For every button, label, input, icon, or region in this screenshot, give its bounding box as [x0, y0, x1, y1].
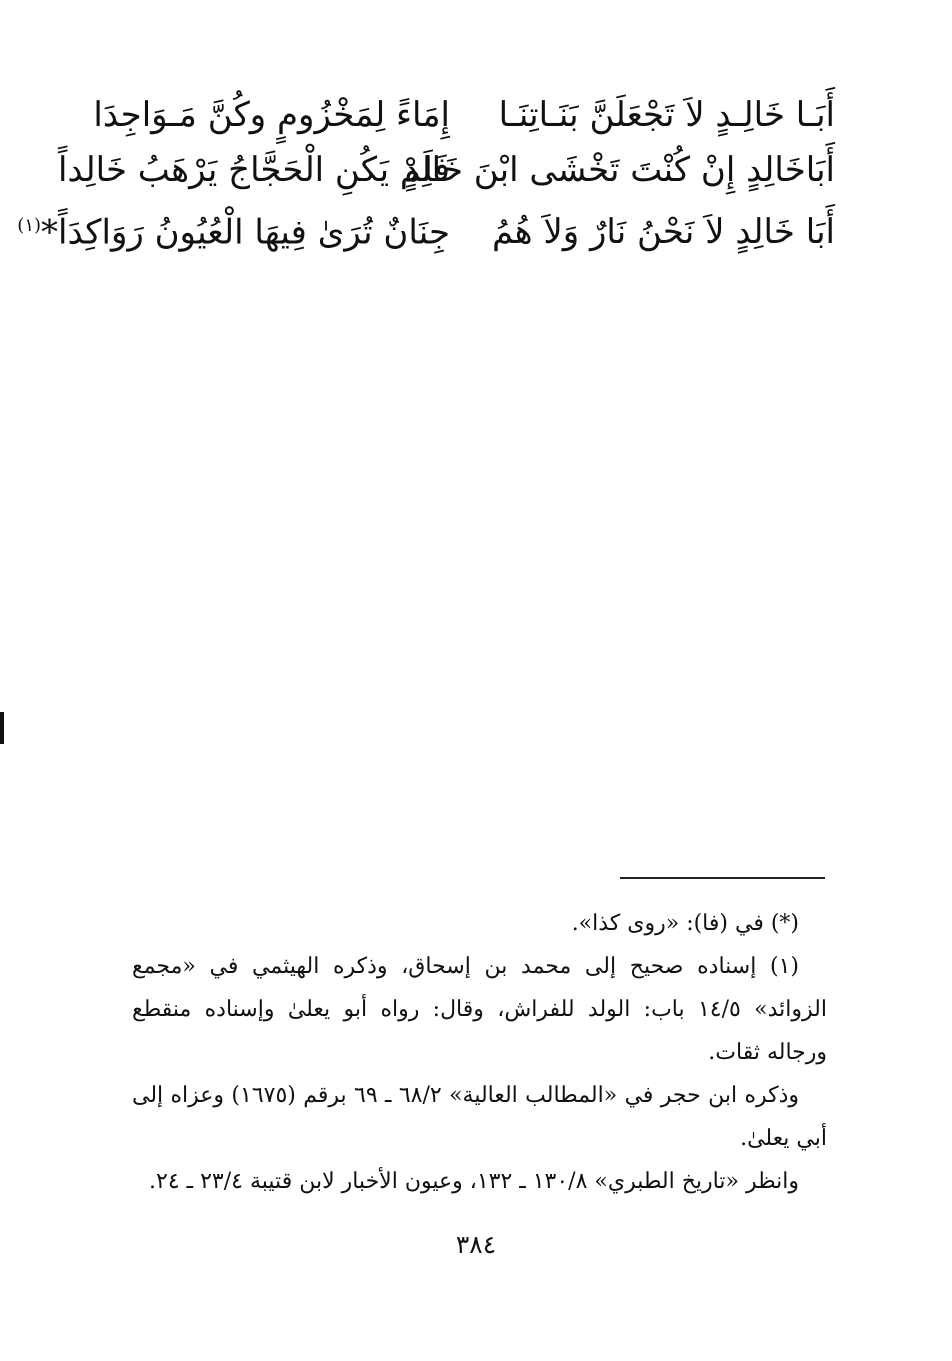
- page-number: ٣٨٤: [455, 1230, 497, 1259]
- verse-line-2: [57, 143, 835, 198]
- footnote-1: (١) إسناده صحيح إلى محمد بن إسحاق، وذكره الهيثمي في «مجمع الزوائد» ١٤/٥ باب: الولد للفراش، وقال: رواه أبو يعلىٰ وإسناده منقطع ورجاله ثقات.: [132, 954, 827, 1065]
- verse-3-first-hemistich: أَبَا خَالِدٍ لاَ نَحْنُ نَارٌ وَلاَ هُمُ: [492, 212, 835, 253]
- verse-1-first-hemistich: أَبَـا خَالِـدٍ لاَ تَجْعَلَنَّ بَنَـاتِنَـا: [498, 95, 835, 135]
- verse-2-second-hemistich: فَلَمْ يَكُنِ الْحَجَّاجُ يَرْهَبُ خَالِداً: [57, 150, 450, 190]
- verse-line-1: [93, 88, 835, 143]
- footnote-reference[interactable]: (١): [17, 215, 42, 236]
- verse-2-first-hemistich: أَبَاخَالِدٍ إِنْ كُنْتَ تَخْشَى ابْنَ خَالِدٍ: [403, 150, 835, 190]
- margin-mark: [0, 712, 4, 744]
- footnote-separator: [620, 877, 825, 879]
- verse-3-second-hemistich-wrap: [17, 198, 450, 260]
- footnote-star: (*) في (فا): «روى كذا».: [571, 911, 799, 936]
- footnote-1-continuation-b: وانظر «تاريخ الطبري» ١٣٠/٨ ـ ١٣٢، وعيون الأخبار لابن قتيبة ٢٣/٤ ـ ٢٤.: [149, 1169, 799, 1194]
- footnote-1-continuation-a: وذكره ابن حجر في «المطالب العالية» ٦٨/٢ ـ ٦٩ برقم (١٦٧٥) وعزاه إلى أبي يعلىٰ.: [132, 1083, 827, 1151]
- verse-line-3: [17, 198, 835, 253]
- verse-3-second-hemistich: جِنَانٌ تُرَىٰ فِيهَا الْعُيُونُ رَوَاكِدَاً*: [41, 212, 450, 253]
- verse-1-second-hemistich: إِمَاءً لِمَخْزُومٍ وكُنَّ مَـوَاجِدَا: [93, 95, 450, 135]
- footnotes: [132, 902, 827, 1203]
- poem-block: [17, 88, 835, 253]
